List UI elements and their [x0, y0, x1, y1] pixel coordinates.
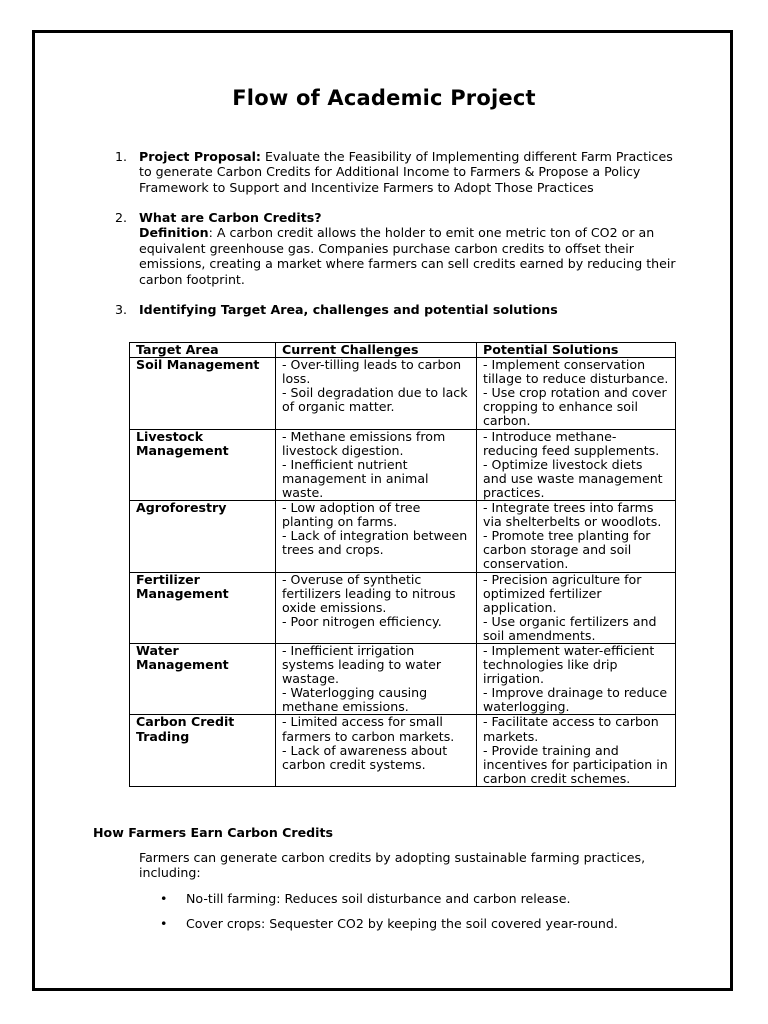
- solution-line: - Integrate trees into farms via shelterbelts or woodlots.: [483, 500, 662, 530]
- solution-line: - Implement conservation tillage to reduce disturbance.: [483, 357, 669, 387]
- challenge-line: - Inefficient irrigation systems leading to water wastage.: [282, 642, 442, 687]
- solution-line: - Implement water-efficient technologies like drip irrigation.: [483, 642, 655, 687]
- column-header-current-challenges: Current Challenges: [276, 343, 477, 358]
- solution-line: - Use crop rotation and cover cropping to enhance soil carbon.: [483, 385, 667, 429]
- definition-text: : A carbon credit allows the holder to emit one metric ton of CO2 or an equivalent greenhouse gas. Companies purchase carbon credits to offset their emissions, creating a market where farmers can sell credits earned by reducing their carbon footprint.: [139, 225, 676, 287]
- solutions-cell: [477, 572, 676, 643]
- target-area-table: [129, 342, 676, 787]
- column-header-potential-solutions: Potential Solutions: [477, 343, 676, 358]
- solution-line: - Precision agriculture for optimized fertilizer application.: [483, 571, 642, 615]
- challenge-line: - Over-tilling leads to carbon loss.: [282, 357, 462, 387]
- challenge-line: - Soil degradation due to lack of organic matter.: [282, 385, 468, 415]
- target-area-cell: Fertilizer Management: [130, 572, 276, 643]
- list-item: [160, 916, 686, 931]
- project-proposal-label: Project Proposal:: [139, 149, 261, 164]
- project-proposal-text: Evaluate the Feasibility of Implementing different Farm Practices to generate Carbon Credits for Additional Income to Farmers & Propose a Policy Framework to Support and Incentivize Farmers to Adopt Those Practices: [139, 149, 673, 195]
- table-row: [130, 643, 676, 714]
- challenges-cell: [276, 358, 477, 429]
- solution-line: - Promote tree planting for carbon storage and soil conservation.: [483, 528, 651, 572]
- challenges-cell: [276, 572, 477, 643]
- challenge-line: - Inefficient nutrient management in animal waste.: [282, 456, 429, 500]
- challenge-line: - Lack of awareness about carbon credit systems.: [282, 742, 448, 772]
- challenges-cell: [276, 501, 477, 572]
- solutions-cell: [477, 643, 676, 714]
- solution-line: - Improve drainage to reduce waterlogging.: [483, 685, 668, 715]
- challenge-line: - Overuse of synthetic fertilizers leading to nitrous oxide emissions.: [282, 571, 456, 615]
- earn-credits-heading: How Farmers Earn Carbon Credits: [93, 825, 334, 840]
- solution-line: - Provide training and incentives for participation in carbon credit schemes.: [483, 742, 668, 786]
- table-row: [130, 358, 676, 429]
- list-item: [160, 891, 686, 906]
- bullet-text: No-till farming: Reduces soil disturbance and carbon release.: [186, 891, 571, 906]
- challenge-line: - Limited access for small farmers to carbon markets.: [282, 714, 455, 744]
- challenge-line: - Waterlogging causing methane emissions.: [282, 685, 428, 715]
- document-title: Flow of Academic Project: [232, 86, 536, 110]
- list-item-project-proposal: [115, 149, 684, 195]
- table-row: [130, 572, 676, 643]
- target-area-cell: Carbon Credit Trading: [130, 715, 276, 786]
- challenge-line: - Methane emissions from livestock digestion.: [282, 428, 446, 458]
- earn-credits-intro: Farmers can generate carbon credits by adopting sustainable farming practices, including:: [139, 850, 646, 881]
- solutions-cell: [477, 715, 676, 786]
- target-area-cell: Soil Management: [130, 358, 276, 429]
- challenge-line: - Low adoption of tree planting on farms.: [282, 500, 421, 530]
- solution-line: - Facilitate access to carbon markets.: [483, 714, 659, 744]
- target-area-heading: Identifying Target Area, challenges and potential solutions: [139, 302, 558, 317]
- challenges-cell: [276, 429, 477, 500]
- solution-line: - Use organic fertilizers and soil amendments.: [483, 613, 657, 643]
- carbon-credits-heading: What are Carbon Credits?: [139, 210, 322, 225]
- solutions-cell: [477, 429, 676, 500]
- list-number: 1.: [115, 149, 128, 164]
- bullet-text: Cover crops: Sequester CO2 by keeping the soil covered year-round.: [186, 916, 618, 931]
- solutions-cell: [477, 358, 676, 429]
- bullet-icon: •: [160, 891, 168, 906]
- target-area-cell: Livestock Management: [130, 429, 276, 500]
- target-area-cell: Water Management: [130, 643, 276, 714]
- table-row: [130, 501, 676, 572]
- challenge-line: - Poor nitrogen efficiency.: [282, 613, 442, 629]
- list-number: 3.: [115, 302, 128, 317]
- column-header-target-area: Target Area: [130, 343, 276, 358]
- list-item-target-area: [115, 302, 684, 317]
- definition-label: Definition: [139, 225, 209, 241]
- definition-paragraph: [139, 225, 684, 287]
- challenges-cell: [276, 715, 477, 786]
- challenge-line: - Lack of integration between trees and crops.: [282, 528, 468, 558]
- table-row: [130, 429, 676, 500]
- solution-line: - Optimize livestock diets and use waste management practices.: [483, 456, 663, 500]
- solutions-cell: [477, 501, 676, 572]
- solution-line: - Introduce methane-reducing feed supplements.: [483, 428, 660, 458]
- table-row: [130, 715, 676, 786]
- list-item-carbon-credits: [115, 210, 684, 287]
- target-area-cell: Agroforestry: [130, 501, 276, 572]
- challenges-cell: [276, 643, 477, 714]
- list-number: 2.: [115, 210, 128, 225]
- table-header-row: [130, 343, 676, 358]
- bullet-icon: •: [160, 916, 168, 931]
